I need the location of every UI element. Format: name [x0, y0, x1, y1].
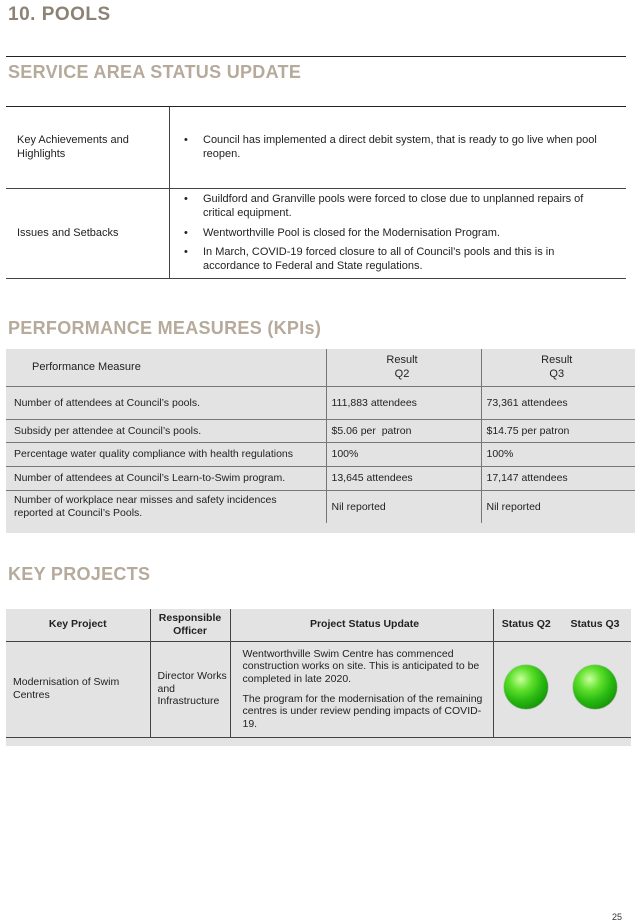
status-green-light-icon	[504, 665, 548, 709]
kpi-measure-cell: Number of workplace near misses and safety incidences reported at Council’s Pools.	[6, 490, 326, 523]
kpi-footer-cell	[481, 523, 635, 533]
project-name-cell: Modernisation of Swim Centres	[6, 641, 150, 737]
bullet-text: Council has implemented a direct debit system, that is ready to go live when pool reopen.	[203, 133, 597, 160]
kpi-header-q2-line2: Q2	[394, 368, 410, 381]
status-row-issues	[6, 189, 626, 279]
kpi-measure-cell: Number of attendees at Council’s pools.	[6, 386, 326, 419]
bullet-item	[184, 246, 606, 274]
kpi-q3-cell: Nil reported	[486, 500, 541, 513]
project-status-q3-cell	[559, 641, 631, 737]
kpi-q3-cell: $14.75 per patron	[481, 419, 635, 442]
kpi-measure-cell: Subsidy per attendee at Council’s pools.	[6, 419, 326, 442]
bullet-item	[184, 134, 606, 162]
bullet-text: In March, COVID-19 forced closure to all of Council’s pools and this is in accordance to Federal and State regulations.	[203, 246, 555, 273]
title-divider	[6, 56, 626, 57]
projects-header-row	[6, 609, 631, 641]
kpi-heading: PERFORMANCE MEASURES (KPIs)	[8, 318, 322, 338]
kpi-table-footer	[6, 523, 635, 533]
status-row-content	[170, 189, 626, 278]
bullet-icon: •	[184, 193, 188, 206]
kpi-footer-cell	[6, 523, 326, 533]
status-row-label: Key Achievements and Highlights	[6, 107, 170, 188]
page-title: 10. POOLS	[8, 4, 111, 25]
status-row-label: Issues and Setbacks	[6, 189, 170, 278]
status-update-table	[6, 107, 626, 279]
bullet-icon: •	[184, 133, 188, 146]
kpi-header-q3	[481, 349, 635, 386]
kpi-q2-cell: 13,645 attendees	[326, 466, 481, 490]
kpi-q2-cell: 100%	[326, 442, 481, 466]
kpi-header-q3-line2: Q3	[549, 368, 565, 381]
projects-header-project: Key Project	[6, 609, 150, 641]
status-update-heading: SERVICE AREA STATUS UPDATE	[8, 62, 302, 82]
table-row	[6, 466, 635, 490]
bullet-icon: •	[184, 226, 188, 239]
projects-header-update: Project Status Update	[230, 609, 493, 641]
kpi-measure-cell: Number of attendees at Council’s Learn-to-Swim program.	[6, 466, 326, 490]
project-update-cell	[230, 641, 493, 737]
kpi-q2-cell: 111,883 attendees	[326, 386, 481, 419]
bullet-item	[184, 193, 606, 221]
project-status-q2-cell	[493, 641, 559, 737]
kpi-header-q2	[326, 349, 481, 386]
key-projects-heading: KEY PROJECTS	[8, 564, 151, 584]
project-update-paragraph: Wentworthville Swim Centre has commenced construction works on site. This is anticipated to be completed in late 2020.	[242, 647, 480, 685]
projects-header-status-q2: Status Q2	[493, 609, 559, 641]
key-projects-table	[6, 609, 631, 746]
projects-table-footer	[6, 737, 631, 746]
table-row	[6, 442, 635, 466]
projects-footer-cell	[6, 737, 631, 746]
project-officer-cell: Director Works and Infrastructure	[150, 641, 230, 737]
kpi-q3-cell: 17,147 attendees	[481, 466, 635, 490]
kpi-q2-cell: $5.06 per patron	[326, 419, 481, 442]
kpi-q3-cell: 73,361 attendees	[481, 386, 635, 419]
bullet-text: Wentworthville Pool is closed for the Modernisation Program.	[203, 226, 500, 239]
kpi-header-row	[6, 349, 635, 386]
table-row	[6, 419, 635, 442]
status-row-content	[170, 107, 626, 188]
projects-header-officer: Responsible Officer	[150, 609, 230, 641]
status-row-achievements	[6, 107, 626, 189]
kpi-q2-cell: Nil reported	[326, 490, 481, 523]
kpi-table	[6, 349, 635, 533]
kpi-measure-cell: Percentage water quality compliance with health regulations	[6, 442, 326, 466]
table-row	[6, 490, 635, 523]
kpi-header-q2-line1: Result	[386, 353, 418, 366]
project-update-paragraph: The program for the modernisation of the remaining centres is under review pending impacts of COVID-19.	[242, 692, 483, 730]
table-row	[6, 641, 631, 737]
bullet-icon: •	[184, 246, 188, 259]
bullet-item	[184, 227, 606, 241]
bullet-text: Guildford and Granville pools were forced to close due to unplanned repairs of critical equipment.	[203, 193, 584, 219]
page-number: 25	[611, 912, 622, 922]
projects-header-status-q3: Status Q3	[559, 609, 631, 641]
status-green-light-icon	[573, 665, 617, 709]
kpi-footer-cell	[326, 523, 481, 533]
kpi-header-q3-line1: Result	[541, 353, 573, 366]
kpi-q3-cell: 100%	[481, 442, 635, 466]
table-row	[6, 386, 635, 419]
kpi-header-measure: Performance Measure	[6, 349, 326, 386]
